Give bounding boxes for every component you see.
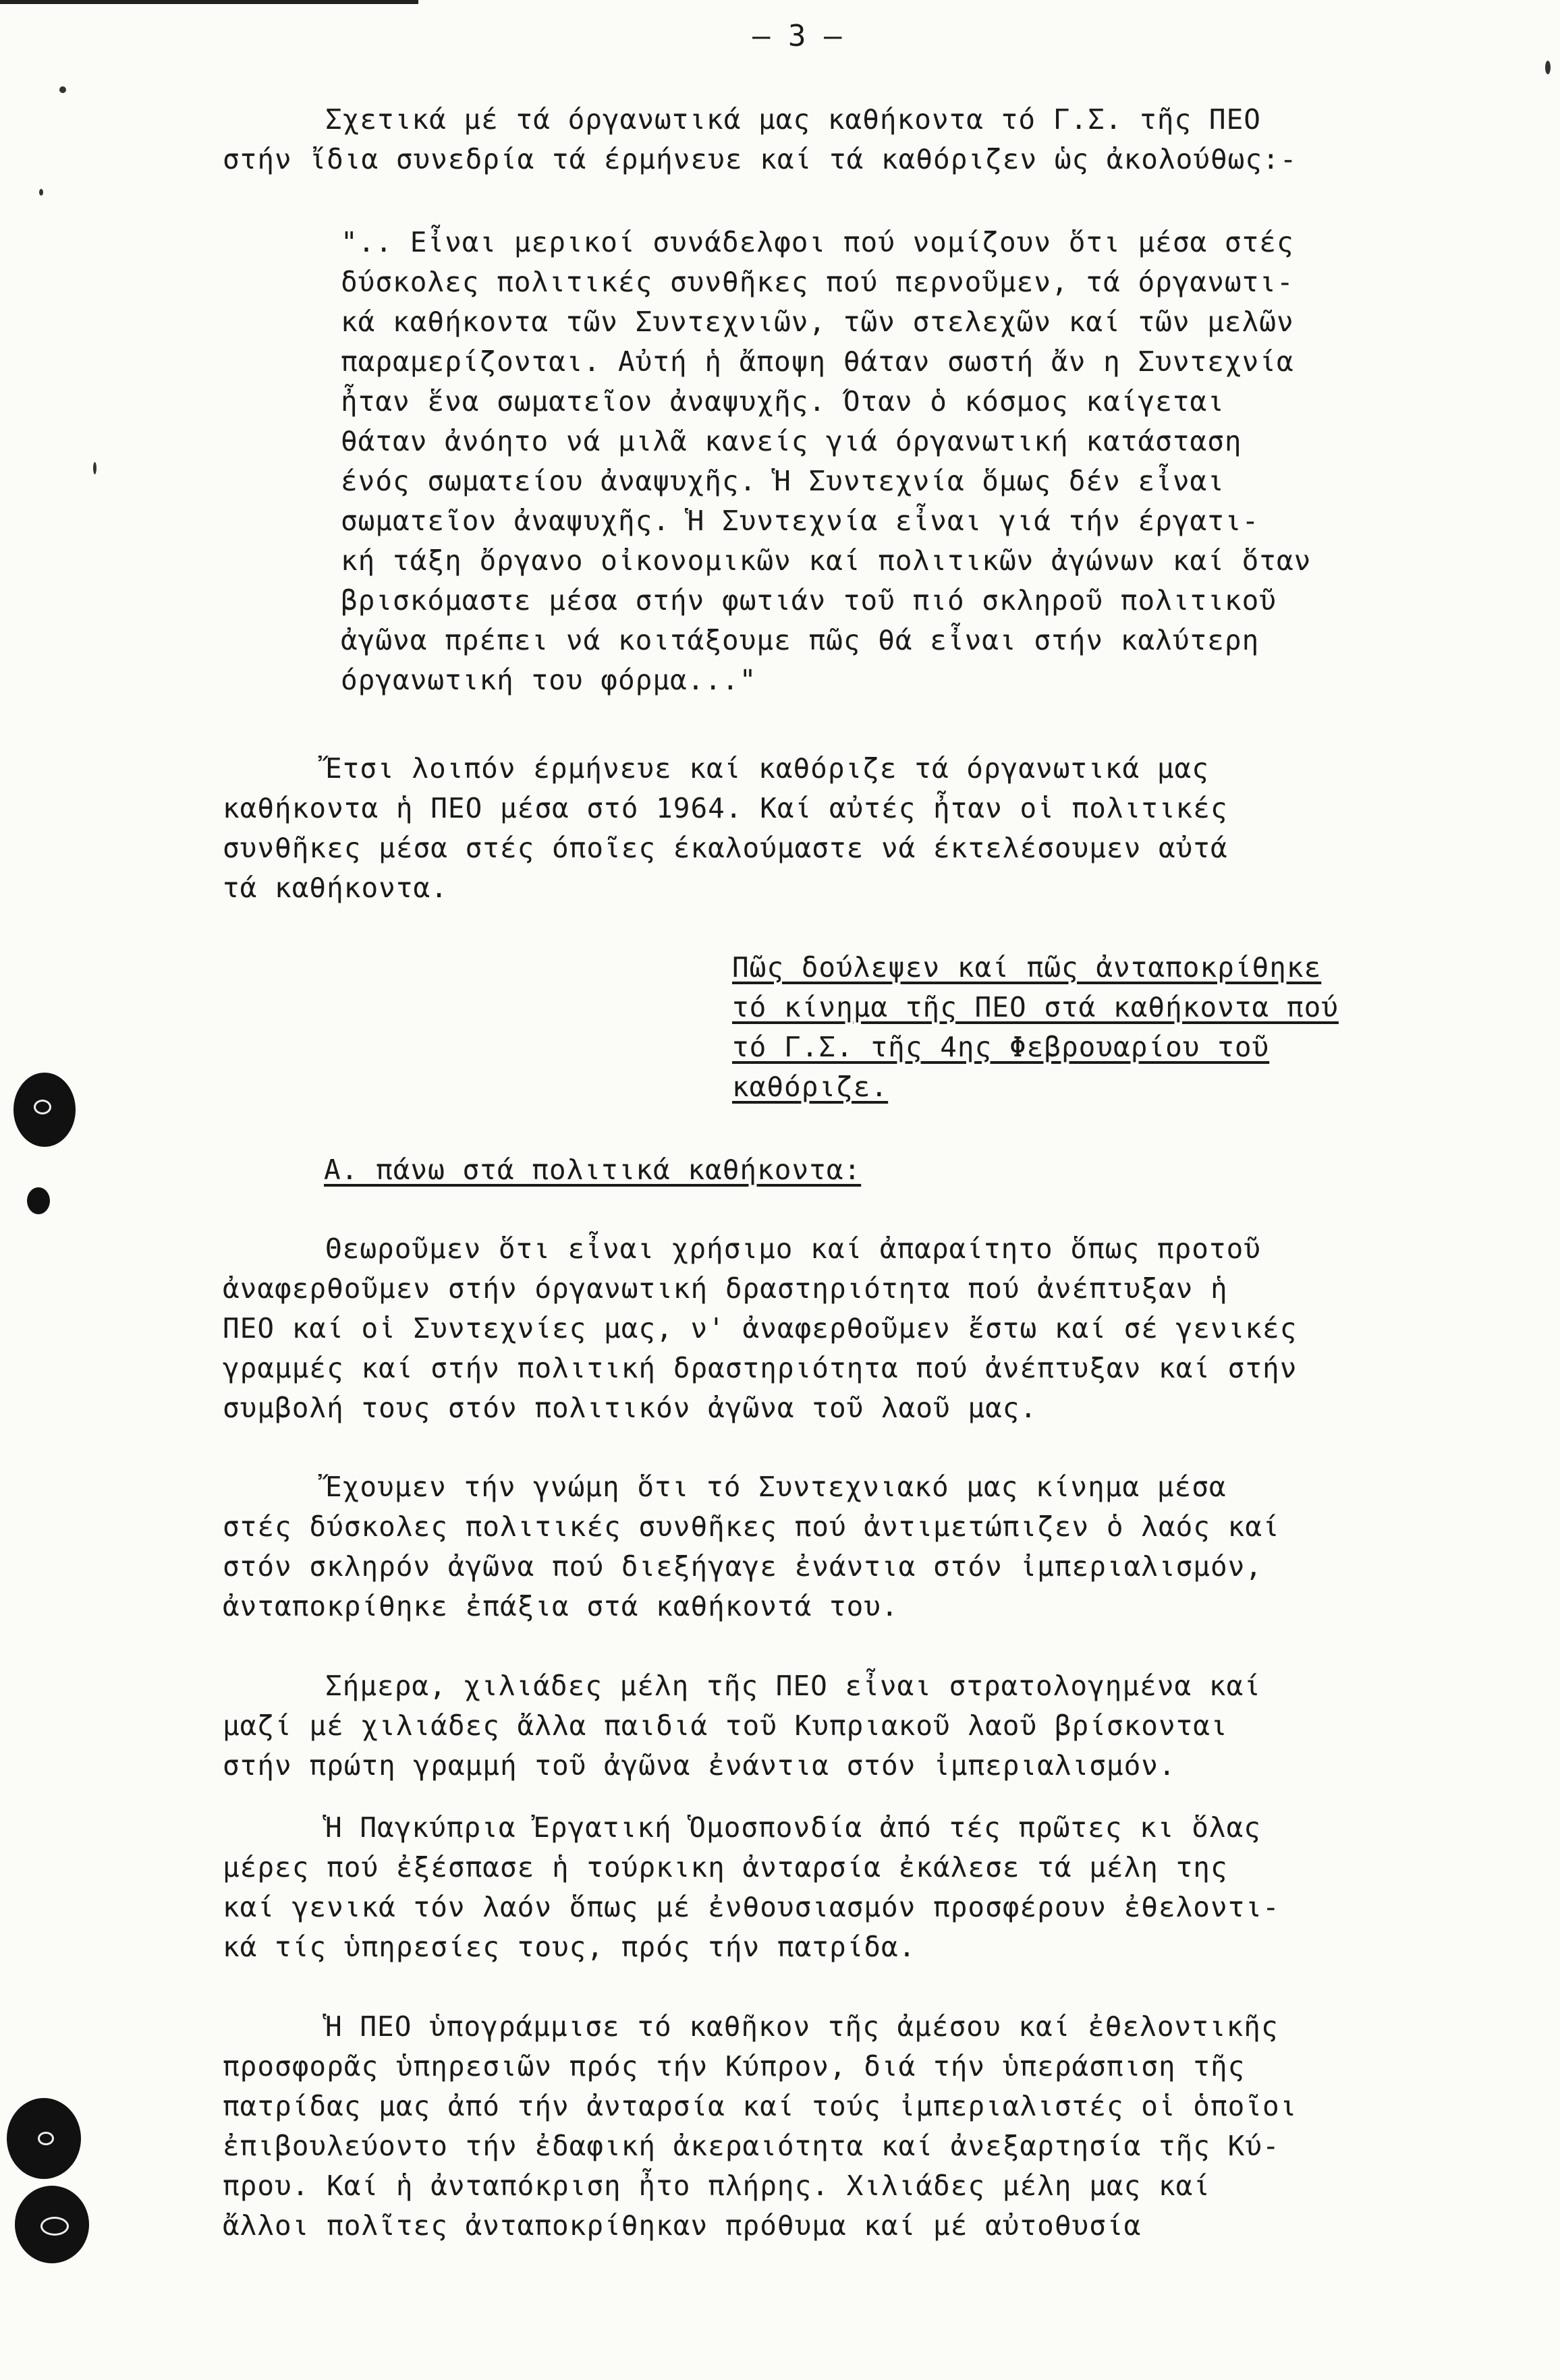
text-line: Ἡ ΠΕΟ ὑπογράμμισε τό καθῆκον τῆς ἀμέσου καί ἐθελοντικῆς <box>325 2010 1279 2043</box>
text-line: κά καθήκοντα τῶν Συντεχνιῶν, τῶν στελεχῶν καί τῶν μελῶν <box>341 306 1294 338</box>
punch-hole-icon <box>7 2098 81 2179</box>
text-line: ἦταν ἕνα σωματεῖον ἀναψυχῆς. Όταν ὁ κόσμος καίγεται <box>341 385 1225 418</box>
paragraph-1964 <box>223 749 1511 908</box>
text-line: Ἔτσι λοιπόν έρμήνευε καί καθόριζε τά όργανωτικά μας <box>325 752 1209 785</box>
text-line: Σχετικά μέ τά όργανωτικά μας καθήκοντα τό Γ.Σ. τῆς ΠΕΟ <box>325 103 1261 136</box>
paragraph-political-activity <box>223 1229 1511 1428</box>
paragraph-quote <box>341 223 1560 700</box>
scan-speck <box>1545 61 1551 74</box>
text-line: παραμερίζονται. Αὐτή ἡ ἄποψη θάταν σωστή ἄν η Συντεχνία <box>341 345 1294 378</box>
text-line: βρισκόμαστε μέσα στήν φωτιάν τοῦ πιό σκληροῦ πολιτικοῦ <box>341 584 1277 617</box>
text-line: συνθῆκες μέσα στές όποῖες έκαλούμαστε νά έκτελέσουμεν αὐτά <box>223 832 1228 864</box>
text-line: Θεωροῦμεν ὅτι εἶναι χρήσιμο καί ἀπαραίτητο ὅπως προτοῦ <box>325 1232 1261 1265</box>
text-line: προσφορᾶς ὑπηρεσιῶν πρός τήν Κύπρον, διά τήν ὑπεράσπιση τῆς <box>223 2050 1246 2082</box>
section-heading <box>732 948 1508 1107</box>
text-line: ἀναφερθοῦμεν στήν όργανωτική δραστηριότητα πού ἀνέπτυξαν ἡ <box>223 1272 1228 1305</box>
text-line: όργανωτική του φόρμα..." <box>341 664 757 696</box>
text-line: ΠΕΟ καί οἱ Συντεχνίες μας, ν' ἀναφερθοῦμεν ἔστω καί σέ γενικές <box>223 1312 1298 1344</box>
text-line: μαζί μέ χιλιάδες ἄλλα παιδιά τοῦ Κυπριακοῦ λαοῦ βρίσκονται <box>223 1709 1228 1742</box>
paragraph-today <box>223 1666 1511 1786</box>
text-line: στόν σκληρόν ἀγῶνα πού διεξήγαγε ἐνάντια στόν ἰμπεριαλισμόν, <box>223 1550 1263 1583</box>
heading-line: Πῶς δούλεψεν καί πῶς ἀνταποκρίθηκε <box>732 951 1322 984</box>
scan-edge-mark <box>0 0 418 4</box>
text-line: ἀγῶνα πρέπει νά κοιτάξουμε πῶς θά εἶναι στήν καλύτερη <box>341 624 1260 656</box>
page-number: — 3 — <box>752 19 842 53</box>
punch-hole-icon <box>13 1073 76 1147</box>
punch-hole-icon <box>15 2186 89 2263</box>
text-line: στήν πρώτη γραμμή τοῦ ἀγῶνα ἐνάντια στόν ἰμπεριαλισμόν. <box>223 1749 1176 1782</box>
text-line: πατρίδας μας ἀπό τήν ἀνταρσία καί τούς ἰμπεριαλιστές οἱ ὁποῖοι <box>223 2090 1298 2122</box>
text-line: στήν ἴδια συνεδρία τά έρμήνευε καί τά καθόριζεν ὡς ἀκολούθως:- <box>223 143 1298 175</box>
text-line: γραμμές καί στήν πολιτική δραστηριότητα πού ἀνέπτυξαν καί στήν <box>223 1352 1298 1384</box>
text-line: κά τίς ὑπηρεσίες τους, πρός τήν πατρίδα. <box>223 1931 916 1963</box>
scan-speck <box>39 189 43 196</box>
paragraph-opinion <box>223 1467 1511 1626</box>
text-line: μέρες πού ἐξέσπασε ἡ τούρκικη ἀνταρσία ἐκάλεσε τά μέλη της <box>223 1851 1228 1883</box>
subheading-line: Α. πάνω στά πολιτικά καθήκοντα: <box>324 1154 862 1186</box>
paragraph-peo-duty <box>223 2007 1511 2246</box>
heading-line: τό κίνημα τῆς ΠΕΟ στά καθήκοντα πού <box>732 991 1339 1023</box>
text-line: καθήκοντα ἡ ΠΕΟ μέσα στό 1964. Καί αὐτές ἦταν οἱ πολιτικές <box>223 792 1228 824</box>
punch-hole-icon <box>27 1187 50 1214</box>
text-line: κή τάξη ὄργανο οἰκονομικῶν καί πολιτικῶν ἀγώνων καί ὅταν <box>341 544 1312 577</box>
text-line: Ἔχουμεν τήν γνώμη ὅτι τό Συντεχνιακό μας κίνημα μέσα <box>325 1471 1227 1503</box>
text-line: θάταν ἀνόητο νά μιλᾶ κανείς γιά όργανωτική κατάσταση <box>341 425 1242 457</box>
text-line: σωματεῖον ἀναψυχῆς. Ἡ Συντεχνία εἶναι γιά τήν έργατι- <box>341 505 1260 537</box>
text-line: ένός σωματείου ἀναψυχῆς. Ἡ Συντεχνία ὅμως δέν εἶναι <box>341 465 1225 497</box>
subheading-political-duties <box>324 1150 1560 1190</box>
text-line: τά καθήκοντα. <box>223 872 448 904</box>
text-line: ".. Εἶναι μερικοί συνάδελφοι πού νομίζουν ὅτι μέσα στές <box>341 226 1294 258</box>
text-line: πρου. Καί ἡ ἀνταπόκριση ἦτο πλήρης. Χιλιάδες μέλη μας καί <box>223 2170 1210 2202</box>
text-line: ἀνταποκρίθηκε ἐπάξια στά καθήκοντά του. <box>223 1590 899 1622</box>
heading-line: τό Γ.Σ. τῆς 4ης Φεβρουαρίου τοῦ <box>732 1031 1270 1063</box>
text-line: δύσκολες πολιτικές συνθῆκες πού περνοῦμεν, τά όργανωτι- <box>341 266 1294 298</box>
heading-line: καθόριζε. <box>732 1071 889 1103</box>
text-line: συμβολή τους στόν πολιτικόν ἀγῶνα τοῦ λαοῦ μας. <box>223 1392 1038 1424</box>
text-line: Σήμερα, χιλιάδες μέλη τῆς ΠΕΟ εἶναι στρατολογημένα καί <box>325 1670 1261 1702</box>
scan-speck <box>93 462 96 474</box>
text-line: καί γενικά τόν λαόν ὅπως μέ ἐνθουσιασμόν προσφέρουν ἐθελοντι- <box>223 1891 1280 1923</box>
text-line: ἄλλοι πολῖτες ἀνταποκρίθηκαν πρόθυμα καί μέ αὐτοθυσία <box>223 2209 1142 2242</box>
text-line: στές δύσκολες πολιτικές συνθῆκες πού ἀντιμετώπιζεν ὁ λαός καί <box>223 1510 1280 1543</box>
paragraph-intro <box>223 100 1511 179</box>
text-line: ἐπιβουλεύοντο τήν ἐδαφική ἀκεραιότητα καί ἀνεξαρτησία τῆς Κύ- <box>223 2130 1280 2162</box>
text-line: Ἡ Παγκύπρια Ἐργατική Ὁμοσπονδία ἀπό τές πρῶτες κι ὅλας <box>325 1811 1261 1844</box>
scan-speck <box>59 86 66 93</box>
paragraph-federation <box>223 1808 1511 1967</box>
